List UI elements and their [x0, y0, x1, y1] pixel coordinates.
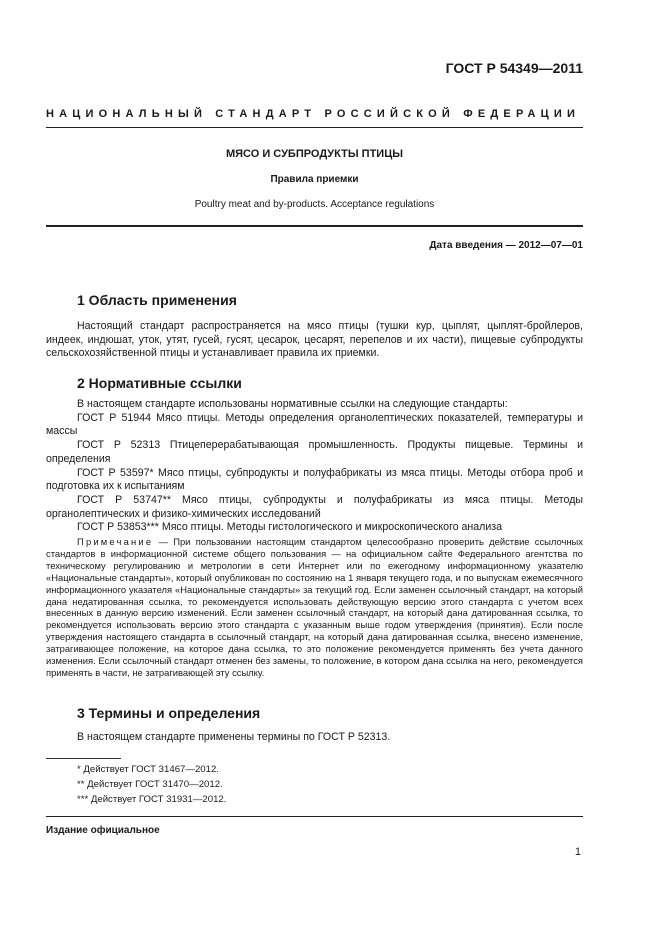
- footnote-2: ** Действует ГОСТ 31470—2012.: [77, 779, 223, 790]
- section-1-paragraph: Настоящий стандарт распространяется на мясо птицы (тушки кур, цыплят, цыплят-бройлеров, индеек, индюшат, уток, утят, гусей, гусят, цесарок, цесарят, перепелов и их части), пищевые субпродукты сельскохозяйственной птицы и устанавливает правила их приемки.: [46, 320, 583, 360]
- section-3-text: [46, 731, 583, 745]
- page-number: 1: [574, 846, 581, 858]
- document-subtitle: Правила приемки: [270, 174, 359, 185]
- footnote-3: *** Действует ГОСТ 31931—2012.: [77, 794, 227, 805]
- section-3-paragraph: В настоящем стандарте применены термины по ГОСТ Р 52313.: [77, 731, 391, 743]
- note-label: Примечание: [77, 536, 154, 547]
- reference-note: [46, 536, 583, 679]
- reference-item: ГОСТ Р 53853*** Мясо птицы. Методы гистологического и микроскопического анализа: [77, 521, 503, 534]
- footnote-separator: [46, 758, 121, 759]
- reference-item: ГОСТ Р 51944 Мясо птицы. Методы определения органолептических показателей, температуры и массы: [46, 411, 583, 438]
- official-edition-label: Издание официальное: [46, 825, 160, 836]
- national-standard-heading: НАЦИОНАЛЬНЫЙ СТАНДАРТ РОССИЙСКОЙ ФЕДЕРАЦИИ: [46, 108, 581, 120]
- note-text: — При пользовании настоящим стандартом целесообразно проверить действие ссылочных стандартов в информационной системе общего пользования — на официальном сайте Федерального агентства по техническому регулированию и метрологии в сети Интернет или по ежегодному информационному указателю «Национальные стандарты», который опубликован по состоянию на 1 января текущего года, и по выпускам ежемесячного информационного указателя «Национальные стандарты» за текущий год. Если заменен ссылочный стандарт, на который дана недатированная ссылка, то рекомендуется использовать действующую версию этого стандарта с учетом всех внесенных в данную версию изменений. Если заменен ссылочный стандарт, на который дана датированная ссылка, то рекомендуется использовать версию этого стандарта с указанным выше годом утверждения (принятия). Если после утверждения настоящего стандарта в ссылочный стандарт, на который дана датированная ссылка, внесено изменение, затрагивающее положение, на которое дана ссылка, то это положение рекомендуется применять без учета данного изменения. Если ссылочный стандарт отменен без замены, то положение, в котором дана ссылка на него, рекомендуется применять в части, не затрагивающей эту ссылку.: [46, 536, 583, 678]
- title-divider: [46, 225, 583, 227]
- footer-divider: [46, 816, 583, 817]
- section-2-intro: В настоящем стандарте использованы нормативные ссылки на следующие стандарты:: [77, 398, 508, 410]
- header-divider: [46, 127, 583, 128]
- reference-item: ГОСТ Р 52313 Птицеперерабатывающая промышленность. Продукты пищевые. Термины и определения: [46, 439, 583, 465]
- document-number: ГОСТ Р 54349—2011: [445, 60, 583, 76]
- section-1-heading: 1 Область применения: [77, 292, 237, 308]
- section-2-body: [46, 398, 583, 535]
- section-2-heading: 2 Нормативные ссылки: [77, 375, 242, 391]
- reference-item: ГОСТ Р 53597* Мясо птицы, субпродукты и полуфабрикаты из мяса птицы. Методы отбора проб и подготовка их к испытаниям: [46, 466, 583, 493]
- reference-item: ГОСТ Р 53747** Мясо птицы, субпродукты и полуфабрикаты из мяса птицы. Методы органолептических и физико-химических исследований: [46, 493, 583, 520]
- section-3-heading: 3 Термины и определения: [77, 705, 261, 721]
- document-title-english: Poultry meat and by-products. Acceptance regulations: [194, 199, 435, 210]
- introduction-date: Дата введения — 2012—07—01: [429, 240, 583, 251]
- footnote-1: * Действует ГОСТ 31467—2012.: [77, 764, 219, 775]
- section-1-text: [46, 320, 583, 361]
- document-title: МЯСО И СУБПРОДУКТЫ ПТИЦЫ: [225, 148, 404, 160]
